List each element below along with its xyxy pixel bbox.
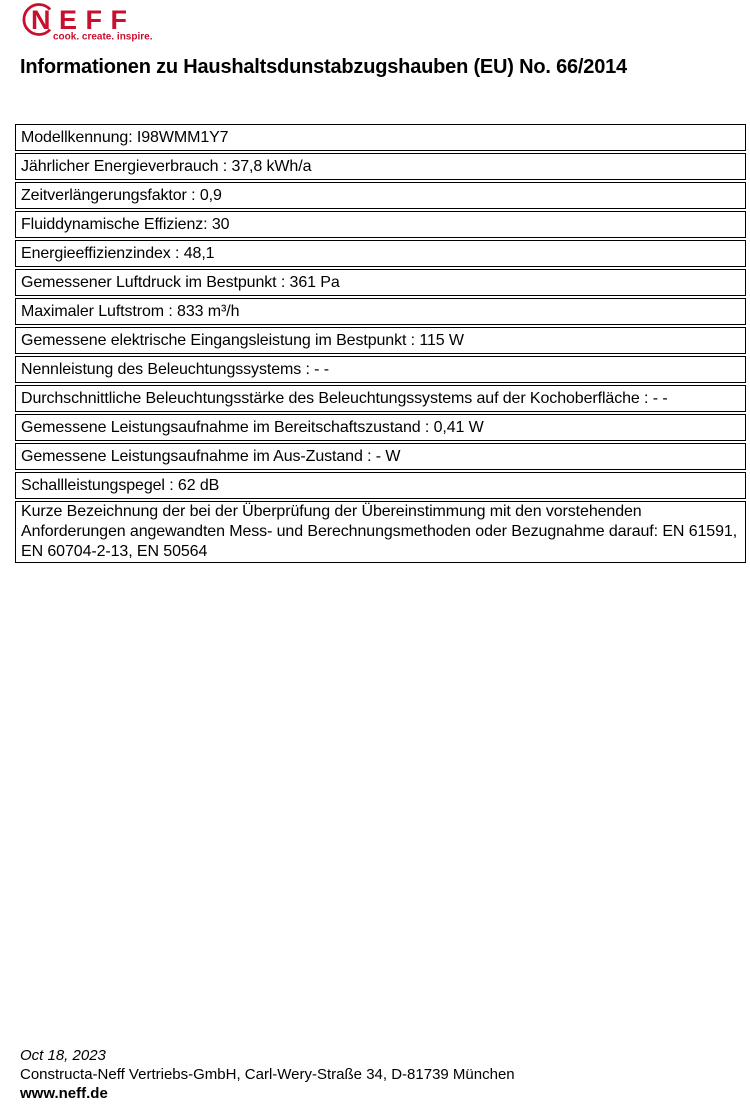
table-row-time-factor: Zeitverlängerungsfaktor : 0,9 [15,182,746,209]
table-row-fluid-efficiency: Fluiddynamische Effizienz: 30 [15,211,746,238]
neff-logo-tagline: cook. create. inspire. [53,31,153,43]
table-row-max-airflow: Maximaler Luftstrom : 833 m³/h [15,298,746,325]
table-row-illuminance: Durchschnittliche Beleuchtungsstärke des Beleuchtungssystems auf der Kochoberfläche : - - [15,385,746,412]
table-row-energy-consumption: Jährlicher Energieverbrauch : 37,8 kWh/a [15,153,746,180]
table-row-input-power: Gemessene elektrische Eingangsleistung im Bestpunkt : 115 W [15,327,746,354]
spec-table [15,124,746,565]
table-row-standby-power: Gemessene Leistungsaufnahme im Bereitschaftszustand : 0,41 W [15,414,746,441]
footer-website: www.neff.de [20,1085,108,1102]
footer [20,1046,515,1103]
footer-date: Oct 18, 2023 [20,1047,106,1064]
page-title: Informationen zu Haushaltsdunstabzugshauben (EU) No. 66/2014 [20,56,627,78]
neff-logo [20,2,180,44]
table-row-air-pressure: Gemessener Luftdruck im Bestpunkt : 361 Pa [15,269,746,296]
table-row-sound-level: Schallleistungspegel : 62 dB [15,472,746,499]
table-row-standards: Kurze Bezeichnung der bei der Überprüfung der Übereinstimmung mit den vorstehenden Anforderungen angewandten Mess- und Berechnungsmethoden oder Bezugnahme darauf: EN 61591, EN 60704-2-13, EN 50564 [15,501,746,563]
table-row-lighting-power: Nennleistung des Beleuchtungssystems : - - [15,356,746,383]
footer-company: Constructa-Neff Vertriebs-GmbH, Carl-Wery-Straße 34, D-81739 München [20,1066,515,1083]
table-row-model: Modellkennung: I98WMM1Y7 [15,124,746,151]
table-row-off-power: Gemessene Leistungsaufnahme im Aus-Zustand : - W [15,443,746,470]
table-row-energy-index: Energieeffizienzindex : 48,1 [15,240,746,267]
neff-logo-wordmark: NEFF [31,5,136,35]
